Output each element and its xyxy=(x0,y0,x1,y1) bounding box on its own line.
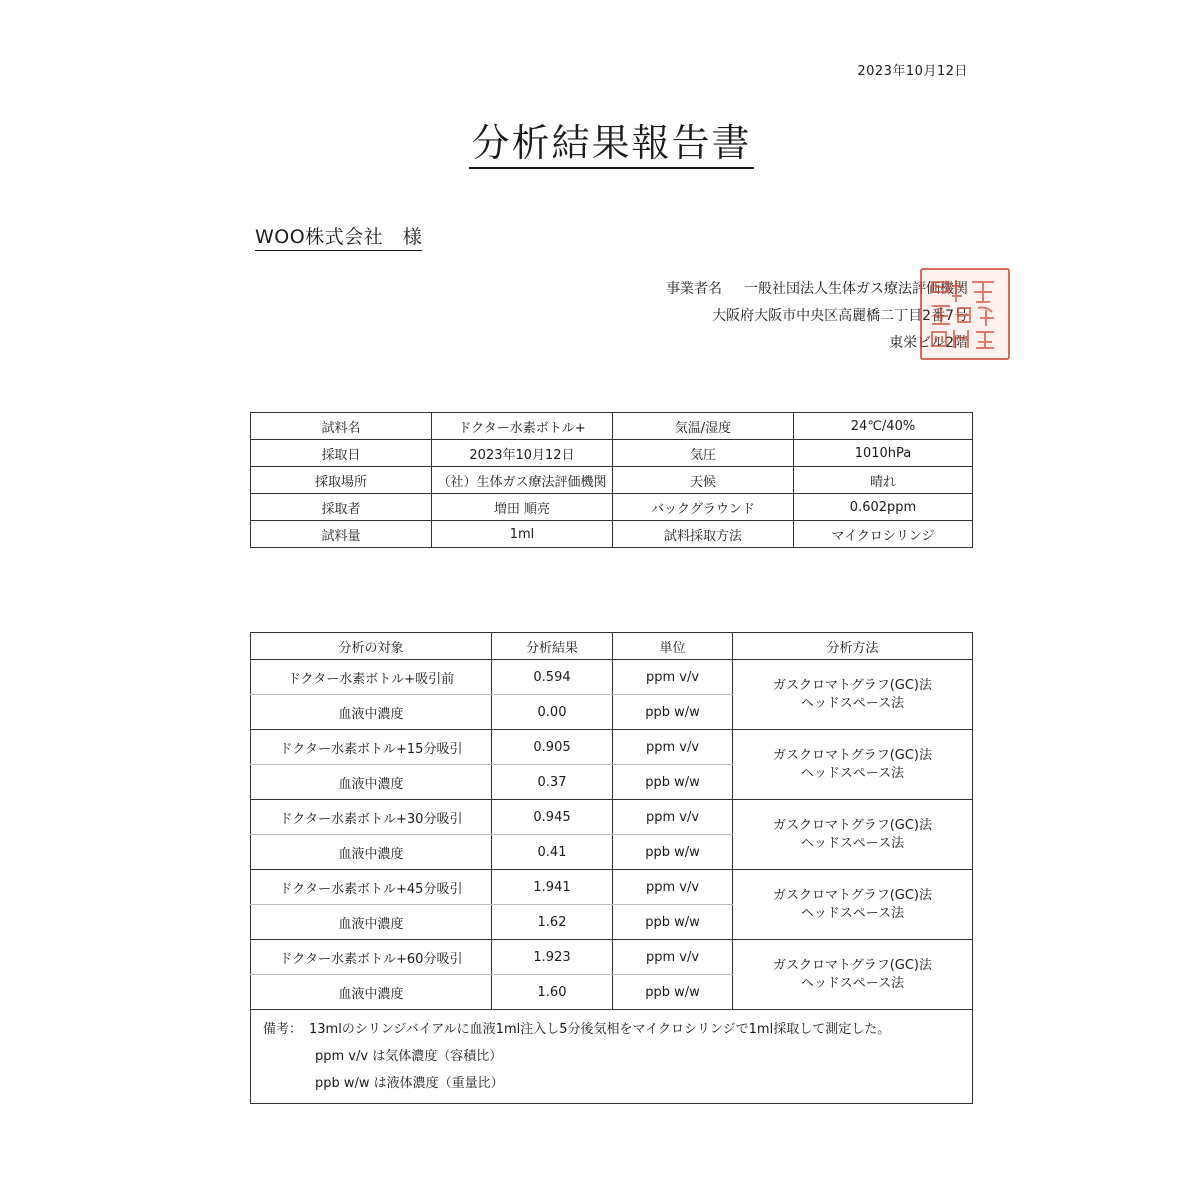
gas-value: 0.905 xyxy=(492,730,613,765)
remarks-line-1 xyxy=(263,1016,960,1043)
gas-unit: ppm v/v xyxy=(613,660,733,695)
sample-value: ドクター水素ボトル+ xyxy=(432,413,613,440)
method-line-2: ヘッドスペース法 xyxy=(800,975,905,991)
condition-value: 1010hPa xyxy=(794,440,973,467)
issuer-name: 一般社団法人生体ガス療法評価機関 xyxy=(744,281,968,297)
remarks-label: 備考： xyxy=(263,1022,303,1037)
seal-stamp-icon xyxy=(920,268,1010,360)
result-target: ドクター水素ボトル+30分吸引 xyxy=(251,800,492,835)
blood-unit: ppb w/w xyxy=(613,905,733,940)
analysis-method xyxy=(733,800,973,870)
issuer-address-1: 大阪府大阪市中央区高麗橋二丁目2番7号 xyxy=(712,308,968,324)
gas-unit: ppm v/v xyxy=(613,800,733,835)
method-line-2: ヘッドスペース法 xyxy=(800,835,905,851)
header-method: 分析方法 xyxy=(733,633,973,660)
result-gas-row xyxy=(251,940,973,975)
sample-info-table xyxy=(250,412,973,548)
blood-label: 血液中濃度 xyxy=(251,835,492,870)
header-unit: 単位 xyxy=(613,633,733,660)
blood-unit: ppb w/w xyxy=(613,765,733,800)
condition-label: 試料採取方法 xyxy=(613,521,794,548)
condition-value: マイクロシリンジ xyxy=(794,521,973,548)
condition-value: 0.602ppm xyxy=(794,494,973,521)
condition-label: 天候 xyxy=(613,467,794,494)
blood-value: 0.41 xyxy=(492,835,613,870)
result-gas-row xyxy=(251,870,973,905)
blood-label: 血液中濃度 xyxy=(251,905,492,940)
result-target: ドクター水素ボトル+45分吸引 xyxy=(251,870,492,905)
method-line-1: ガスクロマトグラフ(GC)法 xyxy=(772,817,933,833)
blood-value: 1.60 xyxy=(492,975,613,1010)
result-target: ドクター水素ボトル+15分吸引 xyxy=(251,730,492,765)
sample-label: 採取日 xyxy=(251,440,432,467)
issuer-label: 事業者名 xyxy=(666,281,722,297)
sample-label: 採取場所 xyxy=(251,467,432,494)
sample-label: 採取者 xyxy=(251,494,432,521)
analysis-results-table xyxy=(250,632,973,1104)
method-line-1: ガスクロマトグラフ(GC)法 xyxy=(772,677,933,693)
method-line-2: ヘッドスペース法 xyxy=(800,695,905,711)
blood-value: 1.62 xyxy=(492,905,613,940)
issuer-address-2: 東栄ビル2階 xyxy=(889,335,968,351)
method-line-2: ヘッドスペース法 xyxy=(800,905,905,921)
method-line-1: ガスクロマトグラフ(GC)法 xyxy=(772,957,933,973)
blood-unit: ppb w/w xyxy=(613,695,733,730)
sample-row xyxy=(251,467,973,494)
sample-value: 増田 順亮 xyxy=(432,494,613,521)
sample-label: 試料名 xyxy=(251,413,432,440)
gas-unit: ppm v/v xyxy=(613,870,733,905)
sample-row xyxy=(251,413,973,440)
remarks-line-2: ppm v/v は気体濃度（容積比） xyxy=(315,1049,503,1064)
analysis-method xyxy=(733,940,973,1010)
results-header-row xyxy=(251,633,973,660)
sample-row xyxy=(251,521,973,548)
blood-value: 0.37 xyxy=(492,765,613,800)
analysis-method xyxy=(733,870,973,940)
blood-unit: ppb w/w xyxy=(613,835,733,870)
condition-label: バックグラウンド xyxy=(613,494,794,521)
result-gas-row xyxy=(251,660,973,695)
sample-value: 2023年10月12日 xyxy=(432,440,613,467)
gas-value: 0.594 xyxy=(492,660,613,695)
analysis-method xyxy=(733,660,973,730)
method-line-1: ガスクロマトグラフ(GC)法 xyxy=(772,887,933,903)
remarks-row xyxy=(251,1010,973,1104)
result-target: ドクター水素ボトル+吸引前 xyxy=(251,660,492,695)
result-gas-row xyxy=(251,730,973,765)
method-line-2: ヘッドスペース法 xyxy=(800,765,905,781)
blood-value: 0.00 xyxy=(492,695,613,730)
remarks-line-3: ppb w/w は液体濃度（重量比） xyxy=(315,1076,504,1091)
blood-label: 血液中濃度 xyxy=(251,975,492,1010)
recipient-name: WOO株式会社 様 xyxy=(255,226,422,251)
method-line-1: ガスクロマトグラフ(GC)法 xyxy=(772,747,933,763)
report-title xyxy=(0,112,1200,167)
header-target: 分析の対象 xyxy=(251,633,492,660)
sample-row xyxy=(251,494,973,521)
gas-unit: ppm v/v xyxy=(613,940,733,975)
report-date: 2023年10月12日 xyxy=(857,64,968,79)
condition-value: 24℃/40% xyxy=(794,413,973,440)
blood-unit: ppb w/w xyxy=(613,975,733,1010)
recipient xyxy=(255,222,422,249)
gas-value: 1.941 xyxy=(492,870,613,905)
analysis-method xyxy=(733,730,973,800)
sample-row xyxy=(251,440,973,467)
result-gas-row xyxy=(251,800,973,835)
gas-value: 1.923 xyxy=(492,940,613,975)
condition-value: 晴れ xyxy=(794,467,973,494)
remarks xyxy=(251,1010,973,1104)
blood-label: 血液中濃度 xyxy=(251,695,492,730)
seal-glyph-icon xyxy=(922,270,1008,358)
sample-label: 試料量 xyxy=(251,521,432,548)
blood-label: 血液中濃度 xyxy=(251,765,492,800)
gas-unit: ppm v/v xyxy=(613,730,733,765)
header-result: 分析結果 xyxy=(492,633,613,660)
remarks-text-1: 13mlのシリンジバイアルに血液1ml注入し5分後気相をマイクロシリンジで1ml採取して測定した。 xyxy=(309,1022,891,1037)
sample-value: （社）生体ガス療法評価機関 xyxy=(432,467,613,494)
report-title-text: 分析結果報告書 xyxy=(469,121,753,169)
gas-value: 0.945 xyxy=(492,800,613,835)
condition-label: 気圧 xyxy=(613,440,794,467)
sample-value: 1ml xyxy=(432,521,613,548)
condition-label: 気温/湿度 xyxy=(613,413,794,440)
result-target: ドクター水素ボトル+60分吸引 xyxy=(251,940,492,975)
